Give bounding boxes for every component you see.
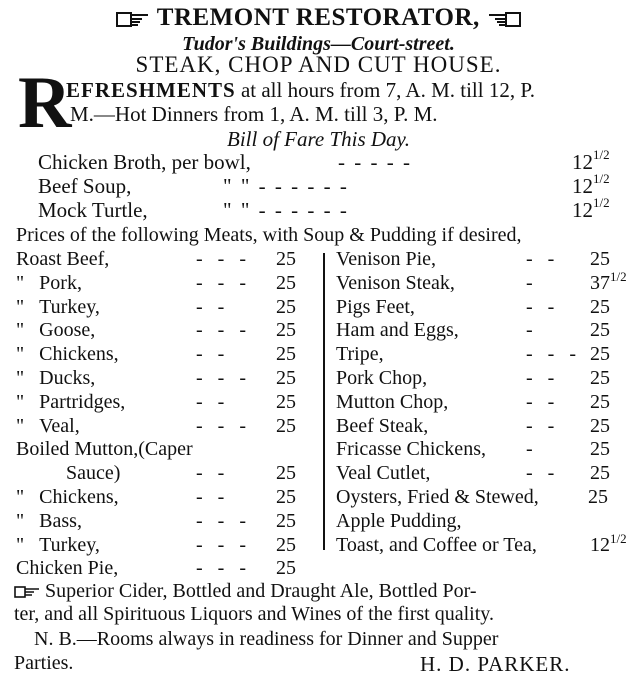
soup-price: $12^{1/2}$: [572, 147, 610, 174]
leader-dashes: - - -: [526, 343, 576, 366]
menu-row: [336, 462, 626, 486]
leader-dashes: - - -: [196, 557, 246, 580]
soup-price: $12^{1/2}$: [572, 195, 610, 222]
leader-dashes: -: [526, 271, 533, 294]
pointing-hand-icon: [14, 585, 40, 599]
signature: H. D. PARKER.: [420, 652, 571, 676]
leader-dashes: - - -: [196, 271, 246, 294]
menu-item-price: 25: [276, 557, 296, 580]
menu-item-price: 25: [276, 271, 296, 294]
soup-row: [38, 195, 610, 222]
leader-dashes: - - -: [196, 533, 246, 556]
price-fraction: 1/2: [593, 147, 610, 162]
cider-line-1: [14, 580, 637, 603]
intro-line-1: [66, 78, 637, 103]
cider-line-2: ter, and all Spirituous Liquors and Wines of the first quality.: [14, 603, 494, 625]
column-divider: [323, 253, 325, 550]
menu-item-name: " Turkey,: [16, 533, 100, 556]
menu-row: [16, 510, 316, 534]
menu-item-price: 25: [276, 533, 296, 556]
pointing-hand-left-icon: [487, 10, 521, 28]
menu-row: [336, 415, 626, 439]
bill-of-fare-title: Bill of Fare This Day.: [227, 127, 410, 151]
menu-row: [336, 319, 626, 343]
menu-item-name: Apple Pudding,: [336, 509, 462, 532]
price-fraction: 1/2: [593, 171, 610, 186]
menu-row: [16, 343, 316, 367]
menu-item-price: 25: [276, 390, 296, 413]
menu-item-price: 25: [276, 367, 296, 389]
menu-item-name: Tripe,: [336, 343, 384, 366]
menu-row: [336, 343, 626, 367]
menu-item-name: Sauce): [16, 462, 121, 485]
menu-item-price: 25: [590, 343, 610, 366]
menu-item-name: " Pork,: [16, 271, 82, 294]
leader-dashes: - -: [196, 486, 225, 508]
menu-row: [336, 268, 627, 296]
menu-item-name: Veal Cutlet,: [336, 462, 431, 485]
leader-dashes: - - -: [196, 248, 246, 270]
soup-row: [38, 171, 610, 198]
menu-item-name: " Turkey,: [16, 295, 100, 318]
menu-item-name: Chicken Pie,: [16, 557, 119, 580]
menu-item-name: " Chickens,: [16, 343, 119, 366]
leader-dashes: - - -: [196, 319, 246, 342]
menu-item-name: Boiled Mutton,(Caper: [16, 438, 193, 461]
soup-name: Beef Soup,: [38, 174, 132, 198]
leader-dashes: - - -: [196, 509, 246, 532]
menu-item-name: " Bass,: [16, 509, 82, 532]
menu-row: [336, 438, 626, 462]
nb-line: N. B.—Rooms always in readiness for Dinner and Supper: [34, 628, 499, 650]
menu-row: [16, 557, 316, 581]
menu-item-price: 25: [590, 367, 610, 389]
menu-item-name: " Partridges,: [16, 390, 126, 413]
soup-row: [38, 147, 610, 174]
menu-item-name: Venison Steak,: [336, 271, 455, 294]
menu-row: [16, 462, 316, 486]
leader-dots: " " - - - - - -: [223, 198, 349, 222]
price-fraction: 1/2: [610, 530, 627, 546]
intro-first-word: EFRESHMENTS: [66, 78, 236, 102]
menu-item-price: 25: [590, 295, 610, 318]
menu-row: [336, 296, 626, 320]
leader-dashes: - -: [196, 390, 225, 413]
menu-item-price: 25: [590, 319, 610, 342]
house-title: STEAK, CHOP AND CUT HOUSE.: [135, 52, 502, 77]
menu-row: [16, 248, 316, 272]
soup-name: Mock Turtle,: [38, 198, 148, 222]
leader-dashes: -: [526, 319, 533, 342]
leader-dashes: - -: [526, 248, 555, 270]
address-line: Tudor's Buildings—Court-street.: [182, 33, 455, 55]
menu-item-name: Fricasse Chickens,: [336, 438, 486, 461]
menu-row: [336, 248, 626, 272]
leader-dashes: - - -: [196, 414, 246, 437]
menu-row: [336, 486, 626, 510]
menu-row: [16, 415, 316, 439]
menu-row: [16, 272, 316, 296]
pointing-hand-icon: [116, 10, 150, 28]
intro-hours: at all hours from 7, A. M. till 12, P.: [240, 78, 535, 102]
leader-dots: " " - - - - - -: [223, 174, 349, 198]
menu-item-price: 25: [276, 248, 296, 270]
menu-item-name: " Veal,: [16, 414, 80, 437]
menu-item-name: Mutton Chop,: [336, 390, 449, 413]
menu-row: [336, 391, 626, 415]
menu-item-name: " Ducks,: [16, 367, 96, 389]
menu-item-name: Toast, and Coffee or Tea,: [336, 533, 537, 556]
leader-dashes: - -: [526, 367, 555, 389]
menu-item-price: 25: [276, 414, 296, 437]
menu-item-price: 25: [276, 343, 296, 366]
menu-item-price: 25: [276, 486, 296, 508]
menu-item-price: 25: [588, 486, 608, 508]
menu-item-price: 25: [590, 438, 610, 461]
leader-dashes: - -: [196, 462, 225, 485]
menu-row: [336, 510, 626, 534]
leader-dashes: - -: [196, 295, 225, 318]
drop-cap: R: [18, 62, 72, 144]
leader-dashes: - -: [196, 343, 225, 366]
menu-item-price: 25: [590, 390, 610, 413]
page-title: TREMONT RESTORATOR,: [156, 4, 480, 31]
menu-row: [16, 319, 316, 343]
header-title-line: [0, 4, 637, 32]
menu-row: [16, 296, 316, 320]
menu-item-name: Ham and Eggs,: [336, 319, 459, 342]
leader-dashes: - -: [526, 414, 555, 437]
soup-name: Chicken Broth, per bowl,: [38, 150, 251, 174]
menu-item-price: 25: [590, 462, 610, 485]
menu-item-price: 25: [590, 414, 610, 437]
parties-line: Parties.: [14, 652, 74, 674]
menu-item-price: $12^{1/2}$: [590, 530, 627, 556]
menu-item-name: " Goose,: [16, 319, 96, 342]
leader-dashes: -: [526, 438, 533, 461]
menu-row: [16, 367, 316, 391]
menu-row: [16, 534, 316, 558]
soup-price: $12^{1/2}$: [572, 171, 610, 198]
menu-item-name: Venison Pie,: [336, 248, 436, 270]
leader-dashes: - -: [526, 462, 555, 485]
menu-item-price: 25: [276, 319, 296, 342]
price-fraction: 1/2: [610, 268, 627, 284]
menu-item-price: 25: [276, 509, 296, 532]
menu-item-name: Oysters, Fried & Stewed,: [336, 486, 539, 508]
menu-row: [336, 367, 626, 391]
prices-heading: Prices of the following Meats, with Soup & Pudding if desired,: [16, 224, 522, 246]
intro-line-2: M.—Hot Dinners from 1, A. M. till 3, P. M.: [70, 102, 438, 126]
menu-row: [336, 530, 627, 558]
menu-item-name: Pork Chop,: [336, 367, 428, 389]
menu-row: [16, 486, 316, 510]
menu-item-price: 25: [590, 248, 610, 270]
leader-dashes: - -: [526, 295, 555, 318]
leader-dashes: - - -: [196, 367, 246, 389]
menu-item-name: Pigs Feet,: [336, 295, 415, 318]
menu-item-name: " Chickens,: [16, 486, 119, 508]
menu-item-price: 25: [276, 295, 296, 318]
leader-dashes: - -: [526, 390, 555, 413]
cider-text: Superior Cider, Bottled and Draught Ale, Bottled Por-: [45, 580, 477, 602]
menu-item-price: $37^{1/2}$: [590, 268, 627, 294]
menu-row: [16, 438, 316, 462]
price-fraction: 1/2: [593, 195, 610, 210]
menu-item-name: Roast Beef,: [16, 248, 110, 270]
menu-row: [16, 391, 316, 415]
menu-item-name: Beef Steak,: [336, 414, 429, 437]
menu-item-price: 25: [276, 462, 296, 485]
leader-dots: - - - - -: [338, 150, 412, 174]
